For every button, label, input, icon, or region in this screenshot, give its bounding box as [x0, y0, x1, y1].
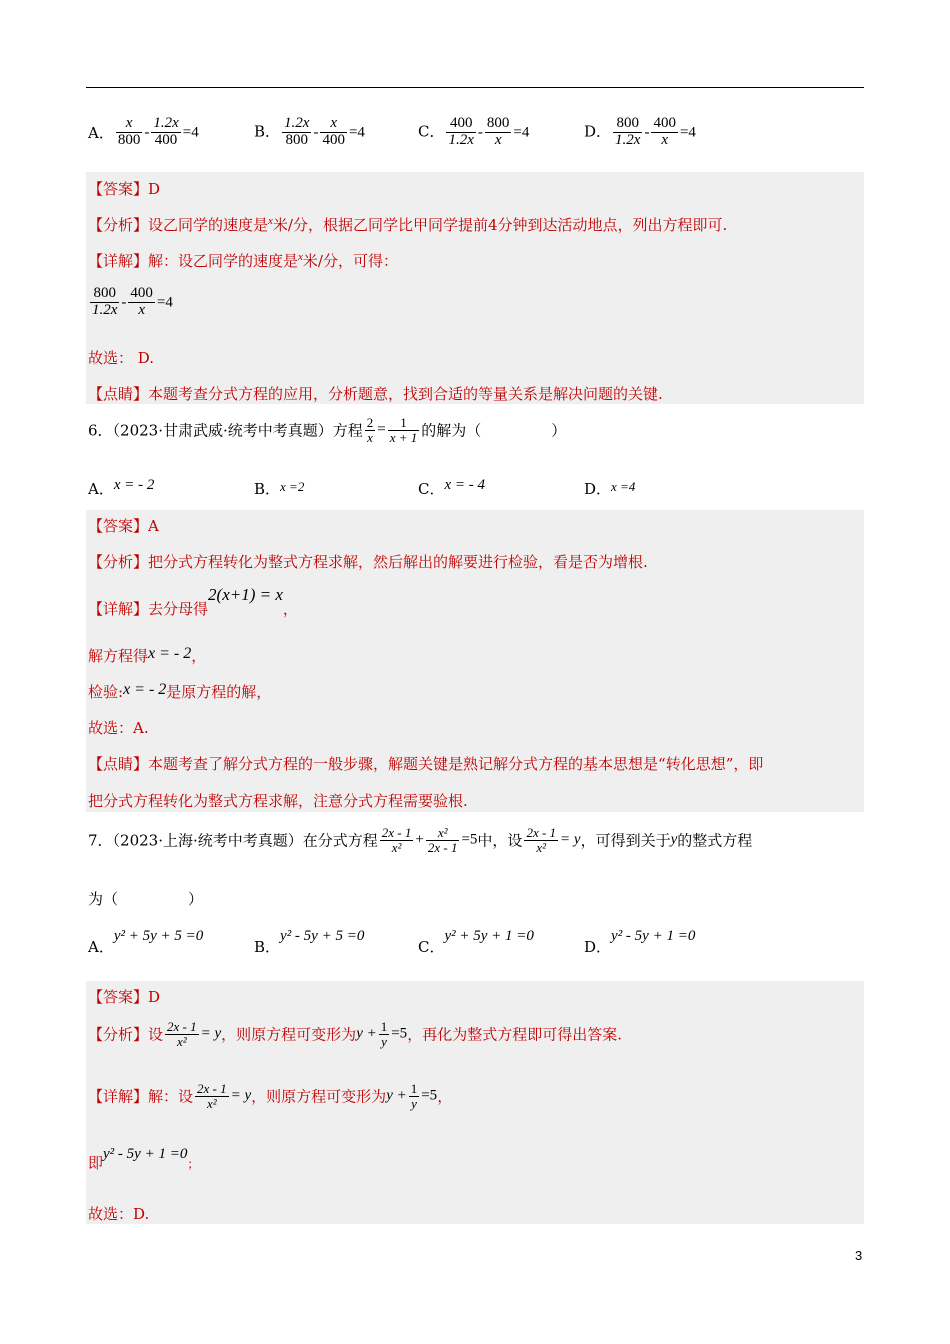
option-letter: D． — [584, 480, 612, 498]
numerator: 2x - 1 — [167, 1019, 197, 1034]
numerator: 2x - 1 — [197, 1081, 227, 1096]
text: ； — [187, 1157, 200, 1171]
text: 本题考查了解分式方程的一般步骤，解题关键是熟记解分式方程的基本思想是“转化思想”，即 — [148, 755, 764, 773]
math: x = - 2 — [123, 681, 167, 698]
numerator: 2 — [366, 415, 374, 430]
page-number: 3 — [855, 1248, 863, 1263]
label: 【分析】 — [88, 1025, 149, 1044]
option-text: x =2 — [280, 479, 305, 494]
option-text: x =4 — [611, 479, 636, 494]
text: 设乙同学的速度是 — [148, 216, 269, 234]
denominator: x² — [536, 839, 547, 855]
option-letter: A． — [88, 480, 114, 498]
text: 解：设 — [148, 1087, 194, 1106]
var: x — [298, 251, 303, 263]
label: 【详解】 — [88, 600, 149, 618]
option-letter: D． — [584, 122, 612, 141]
q6-comment-1 — [88, 753, 763, 774]
q7-detail — [88, 1082, 452, 1110]
numerator: 800 — [613, 116, 642, 133]
q7-answer: 【答案】D — [88, 988, 161, 1006]
option-text: y² + 5y + 1 =0 — [444, 928, 534, 944]
numerator: 800 — [90, 286, 119, 303]
rhs: =4 — [513, 124, 530, 141]
text: 的整式方程 — [677, 831, 753, 850]
fraction — [320, 116, 347, 149]
rhs: =4 — [348, 124, 365, 141]
rhs: =4 — [156, 294, 173, 311]
fraction — [282, 116, 311, 149]
operator: - — [313, 124, 319, 141]
denominator: 2x - 1 — [427, 839, 458, 855]
fraction — [613, 116, 642, 149]
text: ，则原方程可变形为 — [251, 1087, 387, 1106]
fraction — [116, 116, 143, 149]
q5-analysis — [88, 214, 727, 235]
q5-solution-box — [86, 172, 864, 404]
q7-option-d — [584, 928, 696, 957]
rhs: =4 — [679, 124, 696, 141]
q5-option-a — [88, 116, 199, 149]
text: ，可得到关于 — [580, 831, 671, 850]
q5-choose: 故选： D. — [88, 349, 155, 367]
option-letter: B． — [254, 122, 281, 141]
fraction — [165, 1020, 199, 1048]
fraction — [90, 286, 119, 319]
option-letter: B． — [254, 938, 281, 956]
numerator: 2x - 1 — [381, 825, 412, 840]
rhs: =5 — [461, 831, 478, 848]
fraction — [651, 116, 678, 149]
q6-detail — [88, 585, 298, 619]
text: 为（ — [88, 890, 119, 908]
text: 7．（2023·上海·统考中考真题）在分式方程 — [88, 831, 378, 850]
denominator: x — [138, 301, 145, 318]
numerator: 1.2x — [153, 115, 179, 131]
fraction — [409, 1082, 420, 1110]
numerator: 1 — [388, 416, 420, 431]
numerator: x — [116, 116, 143, 133]
label: 【点睛】 — [88, 385, 149, 403]
denominator: x² — [391, 839, 402, 855]
text: 检验: — [88, 683, 124, 701]
q6-solve — [88, 645, 206, 666]
q7-stem — [88, 826, 752, 854]
denominator: x + 1 — [389, 429, 418, 445]
fraction — [151, 116, 180, 149]
label: 【详解】 — [88, 252, 149, 270]
option-text: x = - 4 — [444, 477, 486, 493]
math: y + — [356, 1025, 377, 1042]
numerator: 1 — [410, 1081, 418, 1096]
option-letter: C． — [418, 938, 445, 956]
denominator: x² — [177, 1033, 187, 1049]
denominator: 800 — [285, 131, 308, 148]
q7-ji — [88, 1146, 200, 1173]
option-letter: B． — [254, 480, 281, 498]
denominator: 400 — [322, 131, 345, 148]
numerator: 400 — [446, 116, 475, 133]
fraction — [365, 416, 376, 444]
rhs: =4 — [182, 124, 199, 141]
q7-stem-2 — [88, 888, 203, 909]
fraction — [128, 286, 155, 319]
text: 解方程得 — [88, 647, 149, 665]
label: 【分析】 — [88, 216, 149, 234]
numerator: x — [320, 116, 347, 133]
denominator: 800 — [117, 131, 141, 148]
q7-option-a — [88, 928, 204, 957]
text: 的解为（ — [421, 421, 482, 440]
fraction — [485, 116, 512, 149]
q6-option-d — [584, 478, 635, 499]
q5-option-c — [418, 116, 529, 149]
q5-equation — [88, 286, 173, 319]
q5-detail — [88, 250, 398, 271]
text: ） — [188, 890, 204, 908]
option-letter: A． — [88, 123, 114, 142]
q5-option-b — [254, 116, 365, 149]
operator: - — [144, 124, 150, 141]
text: 米/分，根据乙同学比甲同学提前4分钟到达活动地点，列出方程即可. — [272, 216, 728, 234]
header-rule — [86, 87, 864, 88]
q6-analysis — [88, 551, 648, 572]
text: ， — [191, 647, 207, 665]
denominator: x — [494, 131, 502, 148]
text: ， — [437, 1087, 453, 1106]
option-letter: C． — [418, 122, 445, 141]
numerator: 800 — [486, 115, 510, 131]
option-letter: D． — [584, 938, 612, 956]
label: 【点睛】 — [88, 755, 149, 773]
q6-check — [88, 681, 271, 702]
option-text: y² - 5y + 1 =0 — [611, 928, 696, 944]
math: x = - 2 — [148, 645, 192, 662]
math: y + — [386, 1087, 407, 1104]
text: 把分式方程转化为整式方程求解，然后解出的解要进行检验，看是否为增根. — [148, 553, 648, 571]
q5-option-d — [584, 116, 696, 149]
fraction — [380, 826, 414, 854]
operator: - — [477, 124, 483, 141]
var: x — [268, 215, 273, 227]
q6-answer: 【答案】A — [88, 517, 159, 535]
text: ，再化为整式方程即可得出答案. — [407, 1025, 622, 1044]
text: 是原方程的解， — [166, 683, 272, 701]
text: 米/分，可得： — [302, 252, 398, 270]
text: 6．（2023·甘肃武威·统考中考真题）方程 — [88, 421, 363, 440]
fraction — [524, 826, 558, 854]
q7-choose: 故选：D. — [88, 1205, 150, 1223]
option-letter: C． — [418, 480, 445, 498]
q6-stem — [88, 416, 566, 444]
q6-option-b — [254, 478, 304, 499]
rhs: = y — [230, 1087, 252, 1104]
denominator: 400 — [154, 131, 178, 148]
text: 去分母得 — [148, 600, 209, 618]
text: 解：设乙同学的速度是 — [148, 252, 299, 270]
var: y — [670, 831, 678, 848]
math: y² - 5y + 1 =0 — [103, 1146, 188, 1162]
option-text: y² + 5y + 5 =0 — [113, 928, 204, 944]
numerator: 1.2x — [284, 115, 310, 131]
q6-option-a — [88, 478, 154, 499]
denominator: x — [661, 131, 669, 148]
label: 【分析】 — [88, 553, 149, 571]
operator: - — [121, 294, 127, 311]
denominator: 1.2x — [92, 301, 118, 318]
math: 2(x+1) = x — [208, 585, 283, 604]
rhs: = y — [560, 831, 581, 848]
fraction — [426, 826, 460, 854]
label: 【详解】 — [88, 1087, 149, 1106]
numerator: 2x - 1 — [526, 825, 557, 840]
operator: = — [377, 421, 386, 438]
fraction — [379, 1020, 390, 1048]
denominator: y — [411, 1095, 417, 1111]
operator: + — [415, 831, 424, 848]
rhs: =5 — [421, 1087, 438, 1104]
operator: - — [644, 124, 650, 141]
option-text: y² - 5y + 5 =0 — [280, 928, 365, 944]
numerator: 1 — [380, 1019, 388, 1034]
denominator: x — [367, 429, 373, 445]
rhs: =5 — [391, 1025, 408, 1042]
numerator: 400 — [130, 285, 153, 301]
q6-option-c — [418, 478, 485, 499]
q6-comment-2: 把分式方程转化为整式方程求解，注意分式方程需要验根. — [88, 792, 468, 810]
text: 中，设 — [477, 831, 523, 850]
text: 即 — [88, 1154, 104, 1172]
text: 本题考查分式方程的应用，分析题意，找到合适的等量关系是解决问题的关键. — [148, 385, 663, 403]
text: 设 — [148, 1025, 164, 1044]
text: ） — [551, 421, 567, 440]
denominator: x² — [207, 1095, 217, 1111]
denominator: y — [381, 1033, 387, 1049]
q5-answer: 【答案】D — [88, 180, 161, 198]
denominator: 1.2x — [448, 131, 474, 148]
q6-choose: 故选：A. — [88, 719, 149, 737]
denominator: 1.2x — [615, 131, 641, 148]
text: ， — [282, 600, 298, 618]
rhs: = y — [200, 1025, 222, 1042]
numerator: x² — [426, 826, 460, 841]
numerator: 400 — [653, 115, 676, 131]
q5-comment — [88, 383, 663, 404]
fraction — [388, 416, 420, 444]
q7-option-c — [418, 928, 534, 957]
option-text: x = - 2 — [113, 477, 155, 493]
fraction — [446, 116, 475, 149]
q7-option-b — [254, 928, 365, 957]
option-letter: A． — [88, 938, 114, 956]
q7-analysis — [88, 1020, 622, 1048]
fraction — [195, 1082, 229, 1110]
text: ，则原方程可变形为 — [221, 1025, 357, 1044]
